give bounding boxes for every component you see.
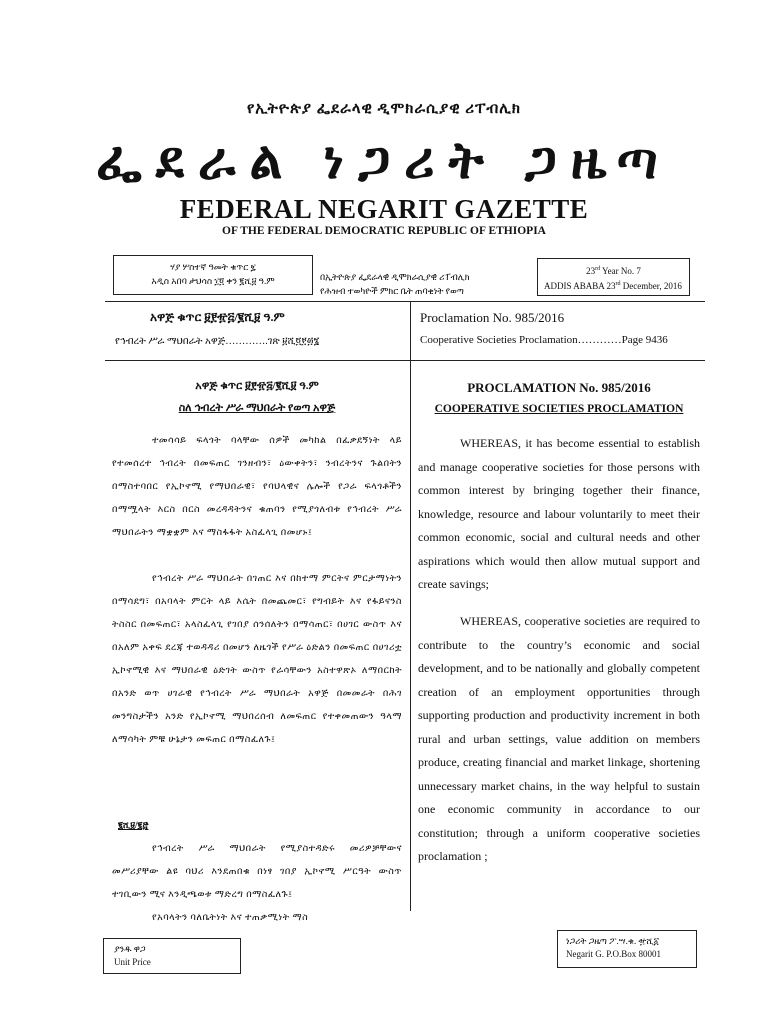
unit-price-english: Unit Price bbox=[114, 957, 151, 967]
english-preamble-paragraph-2: WHEREAS, cooperative societies are required to contribute to the country’s economic and social development, and to be nationally and globally competent creation of an employment opportunities through supporting production and productivity increment in both rural and urban settings, value addition on members produce, creating financial and market linkage, shortening unnecessary market chains, in the way helpful to sustain one economic community in accordance to our constitution; through a uniform cooperative societies proclamation ; bbox=[418, 614, 700, 863]
amharic-issue-box bbox=[113, 255, 313, 295]
po-box-english: Negarit G. P.O.Box 80001 bbox=[566, 949, 661, 959]
amharic-preamble-paragraph-3: የኅብረት ሥራ ማህበራት የሚያስተዳድሩ መሪዎቻቸውና መሥሪያቸው ልዩ ባህሪ እንደጠበቁ በነፃ ገበያ ኢኮኖሚ ሥርዓት ውስጥ ተገቢውን ሚና እንዲጫወቱ ማድረግ በማስፈለጉ፤ bbox=[112, 844, 402, 900]
po-box-amharic: ነጋሪት ጋዜጣ ፖ.ሣ.ቁ. ፹ሺ፩ bbox=[566, 936, 660, 946]
english-gazette-subtitle: OF THE FEDERAL DEMOCRATIC REPUBLIC OF ETHIOPIA bbox=[222, 225, 546, 237]
publisher-note-line2: የሕዝብ ተወካዮች ምክር ቤት ጠባቂነት የወጣ bbox=[320, 286, 464, 296]
english-proclamation-title: COOPERATIVE SOCIETIES PROCLAMATION bbox=[434, 403, 684, 415]
english-issue-box bbox=[537, 258, 690, 296]
amharic-country-name: የኢትዮጵያ ፌደራላዊ ዲሞክራሲያዊ ሪፐብሊክ bbox=[246, 101, 522, 117]
column-divider bbox=[410, 301, 411, 911]
po-box bbox=[557, 930, 697, 968]
amharic-issue-date: አዲስ አበባ ታህሳስ ፲፬ ቀን ፪ሺ፱ ዓ.ም bbox=[151, 276, 275, 286]
toc-english-entry: Cooperative Societies Proclamation…………Page 9436 bbox=[420, 334, 668, 346]
amharic-issue-year: ሃያ ሦስተኛ ዓመት ቁጥር ፯ bbox=[170, 262, 256, 272]
amharic-preamble-paragraph-4: የአባላትን ባለቤትነት እና ተጠቃሚነት ማስ bbox=[152, 913, 309, 923]
english-issue-date: ADDIS ABABA 23rd December, 2016 bbox=[544, 281, 682, 291]
unit-price-box bbox=[103, 938, 241, 974]
toc-amharic-entry: የኅብረት ሥራ ማህበራት አዋጅ………….ገጽ ፱ሺ፬፻፴፮ bbox=[115, 336, 320, 347]
publisher-note bbox=[320, 270, 530, 298]
english-issue-year: 23rd Year No. 7 bbox=[586, 266, 641, 276]
amharic-proclamation-title: ስለ ኅብረት ሥራ ማህበራት የወጣ አዋጅ bbox=[178, 402, 336, 414]
english-gazette-title: FEDERAL NEGARIT GAZETTE bbox=[179, 194, 589, 224]
english-preamble-paragraph-1: WHEREAS, it has become essential to establish and manage cooperative societies for those persons with common interest by bringing together their finance, knowledge, resource and labour voluntarily to meet their common economic, social and cultural needs and other aspirations which would then allow mutual support and create savings; bbox=[418, 436, 700, 591]
toc-rule bbox=[105, 360, 705, 361]
amharic-proclamation-number: አዋጅ ቁጥር ፱፻፹፭/፪ሺ፱ ዓ.ም bbox=[195, 380, 319, 392]
amharic-preamble-paragraph-2: የኅብረት ሥራ ማህበራት በገጠር እና በከተማ ምርትና ምርታማነትን በማሳደግ፣ በአባላት ምርት ላይ እሴት በመጨመር፣ የግብይት እና የፋይናንስ ትስስር በመፍጠር፣ አላስፈላጊ የገበያ ሰንሰለትን በማሳጠር፣ በሀገር ውስጥ እና በአለም አቀፍ ደረጃ ተወዳዳሪ በመሆን ለዜጎች የሥራ ዕድልን በመፍጠር በሀገሪቷ ኢኮኖሚዊ እና ማህበራዊ ዕድገት ውስጥ የራሳቸውን አስተዋጽኦ ለማበርከት በአንድ ወጥ ሀገራዊ የኅብረት ሥራ ማህበራት አዋጅ በመመራት በሕገ መንግስታችን አንድ የኢኮኖሚ ማህበረሰብ ለመፍጠር የተቀመጠውን ዓላማ ለማሳካት ምቹ ሁኔታን መፍጠር በማስፈለጉ፤ bbox=[112, 574, 402, 745]
amharic-preamble-paragraph-1: ተመሳሳይ ፍላጎት ባላቸው ሰዎች መካከል በፈቃደኝነት ላይ የተመሰረተ ኅብረት በመፍጠር ገንዘብን፣ ዕውቀትን፣ ንብረትንና ጉልበትን በማስተባበር የኢኮኖሚ የማህበራዊ፣ የባህላዊና ሌሎች የጋራ ፍላጎቶችን በማሟላት እርስ በርስ መረዳዳትንና ቁጠባን የሚያጎለብቱ የኅብረት ሥራ ማህበራትን ማቋቋም እና ማስፋፋት አስፈላጊ በመሆኑ፤ bbox=[112, 436, 402, 538]
amharic-gazette-title: ፌደራል ነጋሪት ጋዜጣ bbox=[96, 133, 672, 190]
publisher-note-line1: በኢትዮጵያ ፌደራላዊ ዲሞክራሲያዊ ሪፐብሊክ bbox=[320, 272, 470, 282]
amharic-section-label: ፪ሺ፱/፪፸ bbox=[118, 820, 149, 830]
header-rule bbox=[105, 301, 705, 302]
english-proclamation-number: PROCLAMATION No. 985/2016 bbox=[467, 380, 651, 395]
unit-price-amharic: ያንዱ ዋጋ bbox=[114, 944, 146, 954]
toc-english-title: Proclamation No. 985/2016 bbox=[420, 310, 565, 325]
toc-amharic-title: አዋጅ ቁጥር ፱፻፹፭/፪ሺ፱ ዓ.ም bbox=[150, 310, 285, 324]
